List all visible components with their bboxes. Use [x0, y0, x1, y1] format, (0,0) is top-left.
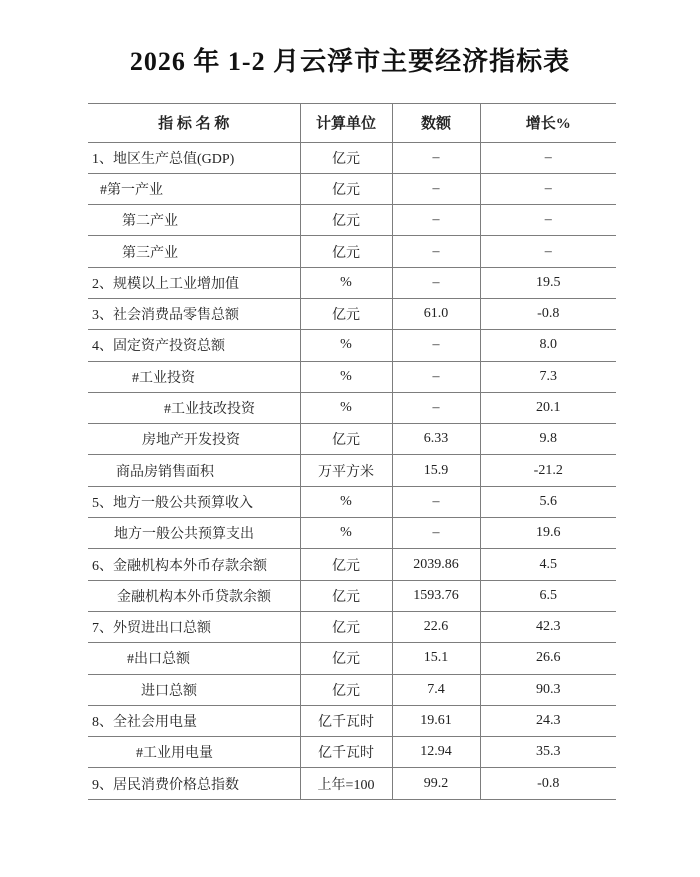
- table-row: [88, 737, 616, 768]
- table-body: [88, 142, 616, 799]
- table-row: [88, 236, 616, 267]
- cell-amount: –: [392, 330, 480, 361]
- table-row: [88, 705, 616, 736]
- cell-growth: 19.5: [480, 267, 616, 298]
- cell-indicator-name: #工业用电量: [88, 737, 300, 768]
- cell-amount: 7.4: [392, 674, 480, 705]
- cell-indicator-name: 第三产业: [88, 236, 300, 267]
- cell-amount: –: [392, 205, 480, 236]
- cell-indicator-name: 地方一般公共预算支出: [88, 518, 300, 549]
- cell-indicator-name: 8、全社会用电量: [88, 705, 300, 736]
- table-row: [88, 486, 616, 517]
- table-row: [88, 267, 616, 298]
- cell-amount: 12.94: [392, 737, 480, 768]
- cell-growth: –: [480, 236, 616, 267]
- table-row: [88, 298, 616, 329]
- cell-unit: 亿元: [300, 611, 392, 642]
- table-row: [88, 643, 616, 674]
- cell-amount: –: [392, 173, 480, 204]
- cell-unit: 亿元: [300, 173, 392, 204]
- cell-unit: 亿元: [300, 236, 392, 267]
- column-header-unit: 计算单位: [300, 103, 392, 142]
- column-header-indicator-name: 指 标 名 称: [88, 103, 300, 142]
- table-row: [88, 768, 616, 799]
- indicators-table: [88, 103, 616, 800]
- cell-indicator-name: 2、规模以上工业增加值: [88, 267, 300, 298]
- cell-amount: 1593.76: [392, 580, 480, 611]
- cell-unit: %: [300, 518, 392, 549]
- cell-indicator-name: 4、固定资产投资总额: [88, 330, 300, 361]
- cell-unit: 上年=100: [300, 768, 392, 799]
- cell-unit: 亿元: [300, 549, 392, 580]
- header-row: [88, 103, 616, 142]
- cell-growth: -21.2: [480, 455, 616, 486]
- cell-growth: –: [480, 173, 616, 204]
- cell-indicator-name: #出口总额: [88, 643, 300, 674]
- cell-unit: %: [300, 330, 392, 361]
- cell-unit: 亿元: [300, 205, 392, 236]
- cell-growth: –: [480, 205, 616, 236]
- cell-growth: 8.0: [480, 330, 616, 361]
- cell-unit: 万平方米: [300, 455, 392, 486]
- table-row: [88, 611, 616, 642]
- cell-indicator-name: 金融机构本外币贷款余额: [88, 580, 300, 611]
- table-row: [88, 205, 616, 236]
- table-row: [88, 392, 616, 423]
- column-header-amount: 数额: [392, 103, 480, 142]
- cell-indicator-name: #工业投资: [88, 361, 300, 392]
- cell-indicator-name: 1、地区生产总值(GDP): [88, 142, 300, 173]
- cell-growth: 26.6: [480, 643, 616, 674]
- cell-growth: 24.3: [480, 705, 616, 736]
- cell-indicator-name: 7、外贸进出口总额: [88, 611, 300, 642]
- cell-indicator-name: 5、地方一般公共预算收入: [88, 486, 300, 517]
- table-row: [88, 173, 616, 204]
- cell-growth: 20.1: [480, 392, 616, 423]
- table-header: [88, 103, 616, 142]
- cell-unit: %: [300, 486, 392, 517]
- cell-unit: 亿元: [300, 580, 392, 611]
- table-row: [88, 518, 616, 549]
- cell-unit: %: [300, 392, 392, 423]
- cell-indicator-name: 进口总额: [88, 674, 300, 705]
- cell-amount: –: [392, 236, 480, 267]
- cell-indicator-name: 6、金融机构本外币存款余额: [88, 549, 300, 580]
- cell-growth: 5.6: [480, 486, 616, 517]
- table-row: [88, 424, 616, 455]
- cell-growth: 90.3: [480, 674, 616, 705]
- cell-unit: 亿千瓦时: [300, 737, 392, 768]
- cell-unit: 亿千瓦时: [300, 705, 392, 736]
- cell-amount: 2039.86: [392, 549, 480, 580]
- cell-indicator-name: 9、居民消费价格总指数: [88, 768, 300, 799]
- cell-indicator-name: 房地产开发投资: [88, 424, 300, 455]
- cell-growth: 9.8: [480, 424, 616, 455]
- cell-unit: 亿元: [300, 643, 392, 674]
- cell-unit: %: [300, 361, 392, 392]
- cell-unit: 亿元: [300, 424, 392, 455]
- cell-growth: -0.8: [480, 298, 616, 329]
- cell-amount: 15.9: [392, 455, 480, 486]
- cell-unit: 亿元: [300, 298, 392, 329]
- cell-indicator-name: #工业技改投资: [88, 392, 300, 423]
- cell-amount: –: [392, 392, 480, 423]
- cell-amount: 6.33: [392, 424, 480, 455]
- table-row: [88, 580, 616, 611]
- cell-amount: 61.0: [392, 298, 480, 329]
- cell-growth: 19.6: [480, 518, 616, 549]
- cell-amount: 22.6: [392, 611, 480, 642]
- cell-growth: 35.3: [480, 737, 616, 768]
- cell-amount: –: [392, 361, 480, 392]
- cell-amount: 19.61: [392, 705, 480, 736]
- cell-amount: –: [392, 267, 480, 298]
- cell-growth: –: [480, 142, 616, 173]
- cell-amount: –: [392, 486, 480, 517]
- cell-unit: 亿元: [300, 674, 392, 705]
- table-row: [88, 330, 616, 361]
- cell-amount: –: [392, 142, 480, 173]
- cell-indicator-name: #第一产业: [88, 173, 300, 204]
- table-row: [88, 549, 616, 580]
- cell-unit: 亿元: [300, 142, 392, 173]
- cell-growth: 6.5: [480, 580, 616, 611]
- column-header-growth: 增长%: [480, 103, 616, 142]
- cell-growth: -0.8: [480, 768, 616, 799]
- cell-indicator-name: 第二产业: [88, 205, 300, 236]
- cell-growth: 4.5: [480, 549, 616, 580]
- table-row: [88, 361, 616, 392]
- table-row: [88, 142, 616, 173]
- cell-growth: 7.3: [480, 361, 616, 392]
- cell-unit: %: [300, 267, 392, 298]
- cell-amount: –: [392, 518, 480, 549]
- cell-amount: 15.1: [392, 643, 480, 674]
- table-row: [88, 674, 616, 705]
- cell-indicator-name: 商品房销售面积: [88, 455, 300, 486]
- table-row: [88, 455, 616, 486]
- cell-indicator-name: 3、社会消费品零售总额: [88, 298, 300, 329]
- cell-growth: 42.3: [480, 611, 616, 642]
- page-title: 2026 年 1-2 月云浮市主要经济指标表: [129, 47, 571, 76]
- cell-amount: 99.2: [392, 768, 480, 799]
